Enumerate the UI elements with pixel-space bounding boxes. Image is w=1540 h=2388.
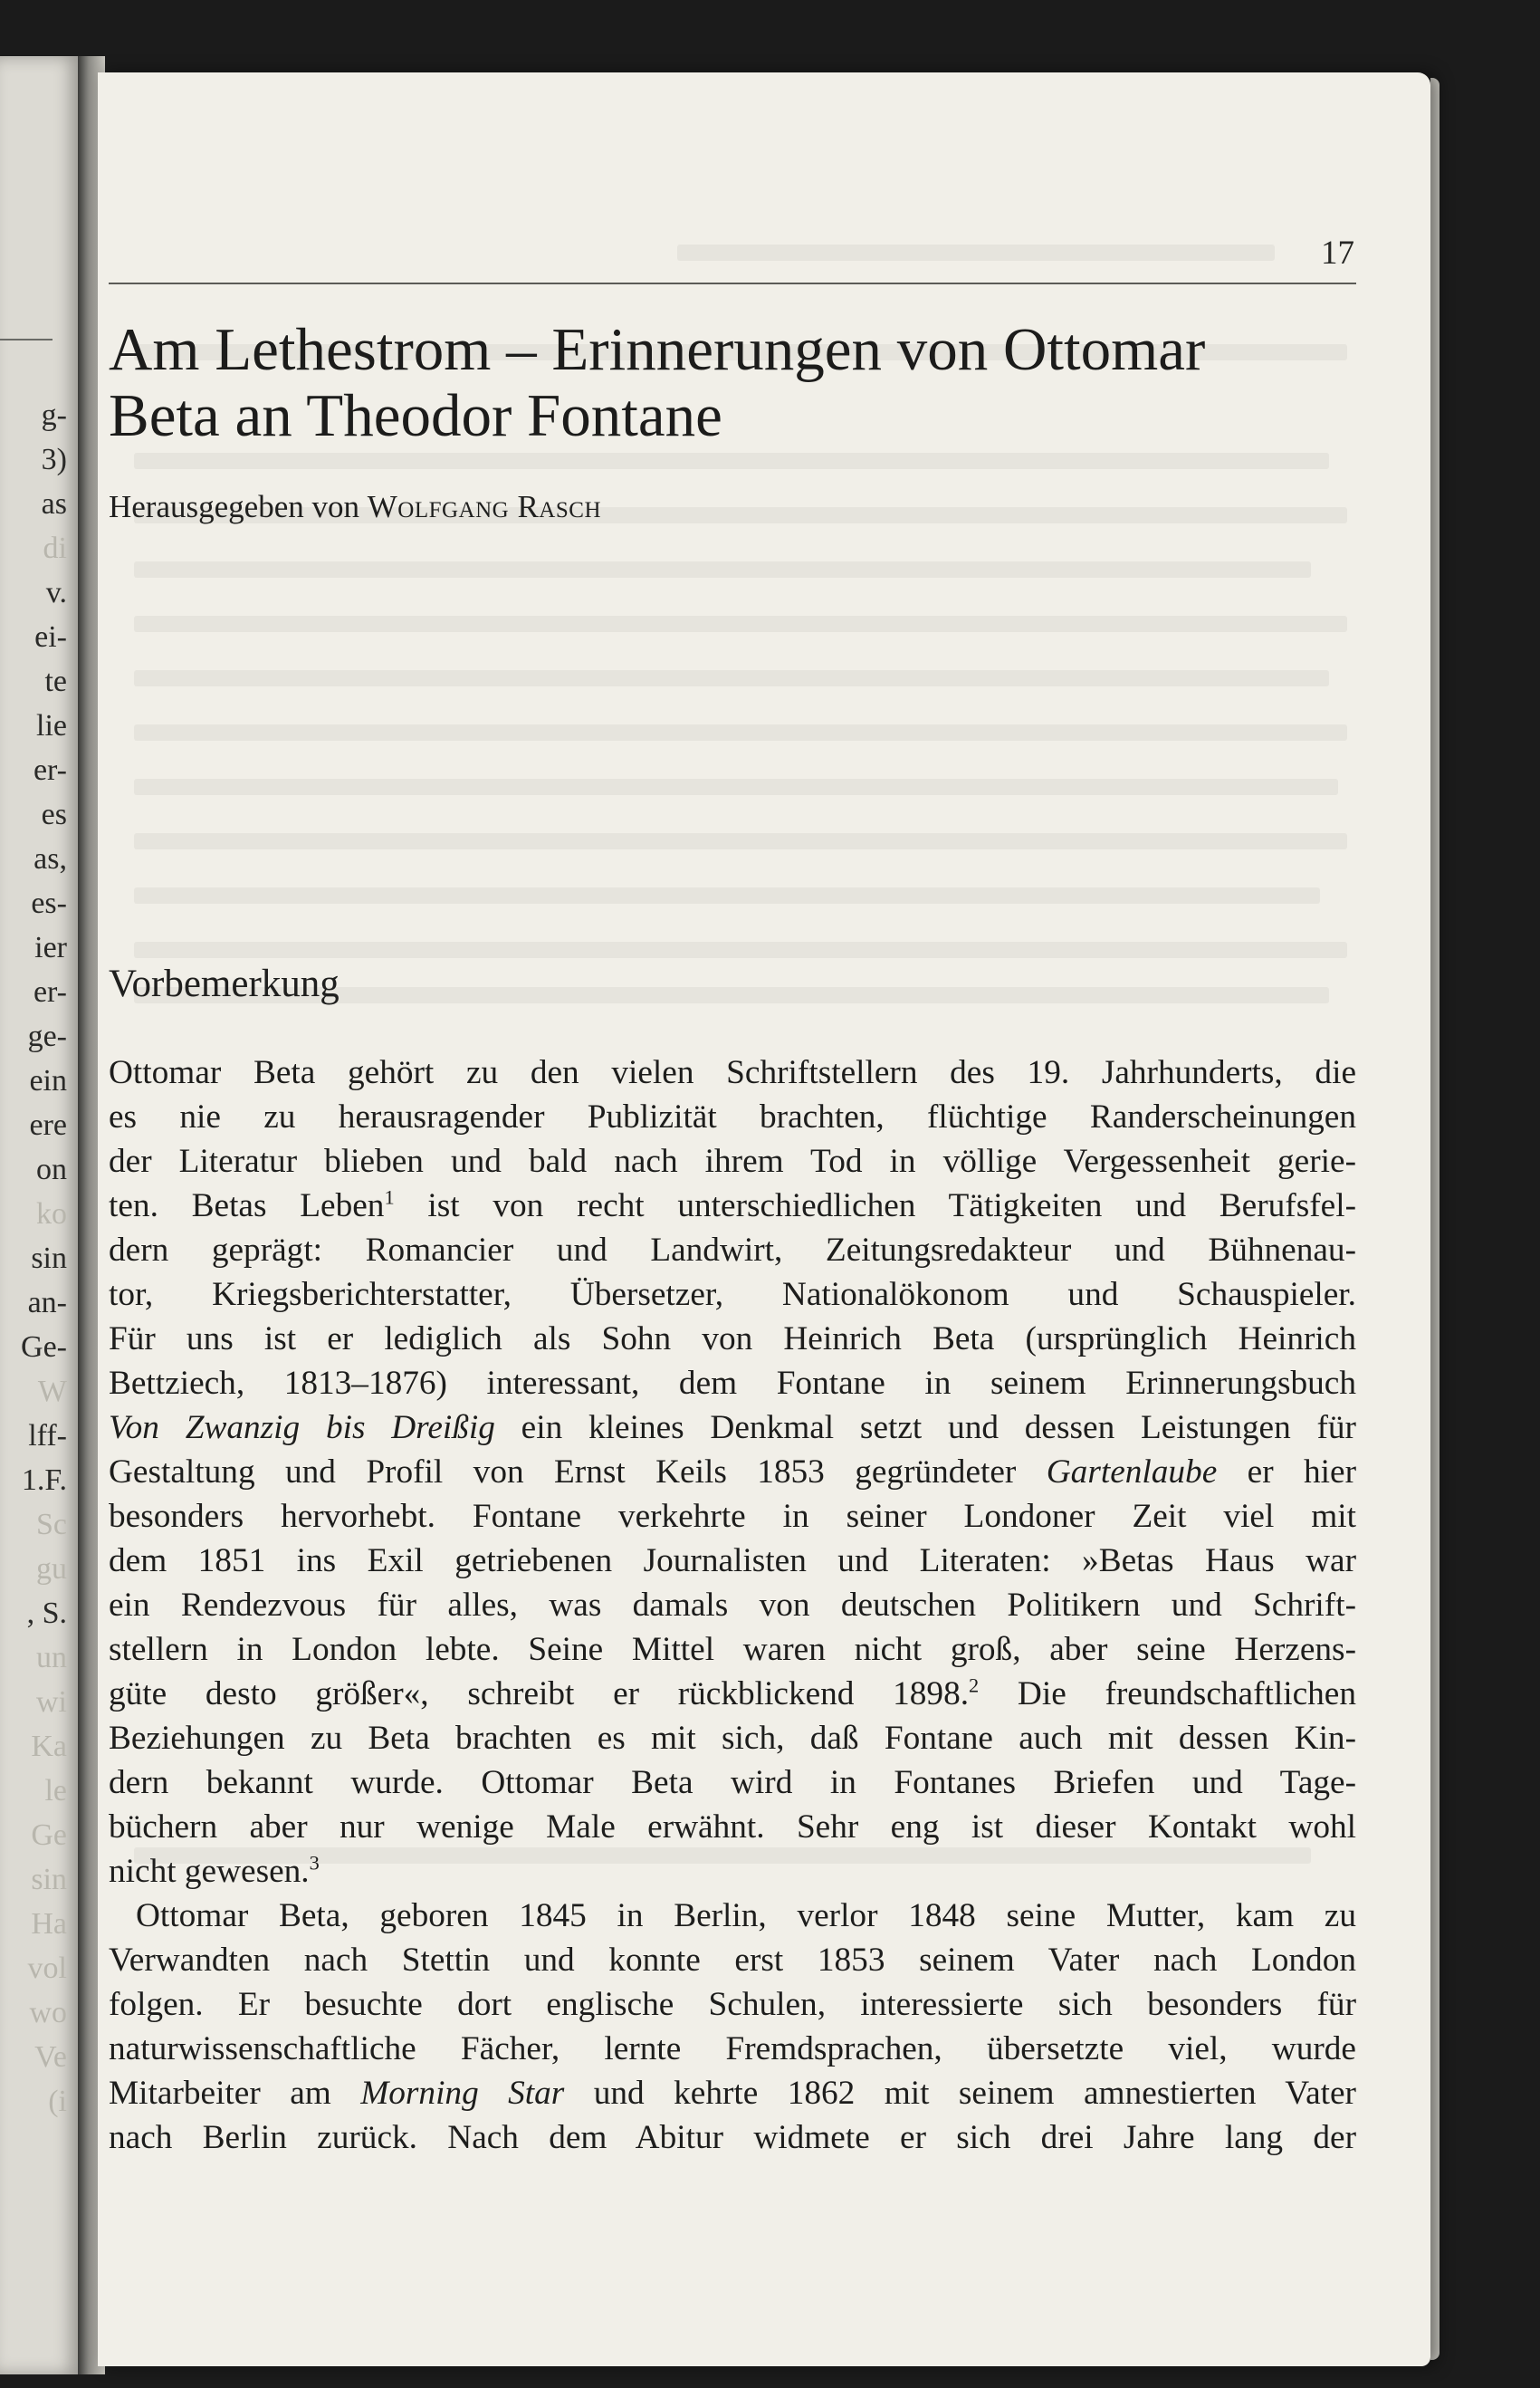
left-fragment: Ge-	[21, 1330, 67, 1364]
text-line: Ottomar Beta gehört zu den vielen Schriftstellern des 19. Jahrhunderts, die	[109, 1054, 1356, 1091]
article-title-line: Am Lethestrom – Erinnerungen von Ottomar	[109, 316, 1206, 383]
body-text	[109, 1050, 1356, 2160]
previous-page-edge	[0, 56, 80, 2374]
left-fragment: sin	[31, 1863, 67, 1896]
left-fragment: as,	[33, 842, 67, 876]
newspaper-title: Morning Star	[360, 2075, 565, 2112]
left-fragment: di	[43, 532, 67, 565]
text-line: nach Berlin zurück. Nach dem Abitur widmete er sich drei Jahre lang der	[109, 2119, 1356, 2156]
text-line: Ottomar Beta, geboren 1845 in Berlin, verlor 1848 seine Mutter, kam zu	[136, 1897, 1356, 1934]
left-fragment: sin	[31, 1242, 67, 1275]
text-line: der Literatur blieben und bald nach ihrem Tod in völlige Vergessenheit gerie-	[109, 1143, 1356, 1180]
text-run: Mitarbeiter am	[109, 2075, 361, 2112]
text-line: dern bekannt wurde. Ottomar Beta wird in Fontanes Briefen und Tage-	[109, 1764, 1356, 1801]
text-line	[109, 1450, 1356, 1494]
text-line: naturwissenschaftliche Fächer, lernte Fremdsprachen, übersetzte viel, wurde	[109, 2030, 1356, 2067]
text-run: ist von recht unterschiedlichen Tätigkeiten und Berufsfel-	[394, 1187, 1356, 1224]
text-run: ten. Betas Leben	[109, 1187, 385, 1224]
left-fragment: g-	[41, 398, 67, 432]
previous-page-header-rule	[0, 339, 53, 340]
page-number: 17	[1321, 235, 1354, 272]
text-line	[109, 1184, 1356, 1228]
left-fragment: (i	[48, 2085, 67, 2118]
left-fragment: 1.F.	[21, 1463, 67, 1497]
text-run: er hier	[1217, 1453, 1357, 1491]
left-fragment: gu	[36, 1552, 67, 1586]
previous-page-text-fragments	[0, 393, 80, 2124]
left-fragment: lie	[36, 709, 67, 743]
left-fragment: 3)	[41, 443, 67, 476]
left-fragment: wo	[29, 1996, 67, 2029]
text-run: güte desto größer«, schreibt er rückblickend 1898.	[109, 1675, 970, 1712]
left-fragment: vol	[27, 1952, 67, 1985]
left-fragment: Ge	[31, 1818, 67, 1852]
editor-name: Wolfgang Rasch	[367, 489, 601, 524]
footnote-ref: 1	[384, 1185, 395, 1209]
text-line: Für uns ist er lediglich als Sohn von Heinrich Beta (ursprünglich Heinrich	[109, 1320, 1356, 1357]
text-line: Bettziech, 1813–1876) interessant, dem Fontane in seinem Erinnerungsbuch	[109, 1365, 1356, 1402]
article-title-line: Beta an Theodor Fontane	[109, 382, 722, 449]
text-line	[109, 1849, 1356, 1894]
left-fragment: on	[36, 1153, 67, 1186]
text-run: Die freundschaftlichen	[979, 1675, 1356, 1712]
left-fragment: Ka	[31, 1730, 67, 1763]
article-title	[109, 317, 1376, 449]
left-fragment: as	[41, 487, 67, 521]
text-line: büchern aber nur wenige Male erwähnt. Sehr eng ist dieser Kontakt wohl	[109, 1808, 1356, 1846]
left-fragment: un	[36, 1641, 67, 1674]
book-page	[98, 72, 1430, 2366]
text-run: nicht gewesen.	[109, 1853, 310, 1890]
left-fragment: er-	[33, 753, 67, 787]
left-fragment: , S.	[26, 1597, 67, 1630]
text-line: dern geprägt: Romancier und Landwirt, Zeitungsredakteur und Bühnenau-	[109, 1232, 1356, 1269]
left-fragment: ei-	[34, 620, 67, 654]
section-heading: Vorbemerkung	[109, 963, 340, 1005]
footnote-ref: 2	[969, 1674, 980, 1697]
left-fragment: es	[41, 798, 67, 831]
running-head-rule	[109, 283, 1356, 284]
text-line: dem 1851 ins Exil getriebenen Journalisten und Literaten: »Betas Haus war	[109, 1542, 1356, 1579]
magazine-title: Gartenlaube	[1046, 1453, 1218, 1491]
left-fragment: Ha	[31, 1907, 67, 1941]
left-fragment: Sc	[36, 1508, 67, 1541]
text-run: ein kleines Denkmal setzt und dessen Leistungen für	[494, 1409, 1356, 1446]
book-title: Von Zwanzig bis Dreißig	[109, 1409, 495, 1446]
editor-credit	[109, 489, 1014, 525]
left-fragment: ier	[34, 931, 67, 964]
left-fragment: lff-	[28, 1419, 67, 1453]
left-fragment: er-	[33, 975, 67, 1009]
left-fragment: ge-	[27, 1020, 67, 1053]
text-line	[109, 2071, 1356, 2115]
text-line: besonders hervorhebt. Fontane verkehrte in seiner Londoner Zeit viel mit	[109, 1498, 1356, 1535]
text-line: ein Rendezvous für alles, was damals von deutschen Politikern und Schrift-	[109, 1587, 1356, 1624]
footnote-ref: 3	[309, 1851, 320, 1875]
editor-prefix: Herausgegeben von	[109, 489, 359, 524]
text-run: Gestaltung und Profil von Ernst Keils 1853 gegründeter	[109, 1453, 1047, 1491]
page-stack-edge	[1430, 78, 1440, 2360]
left-fragment: ko	[36, 1197, 67, 1231]
left-fragment: es-	[31, 887, 67, 920]
left-fragment: te	[44, 665, 67, 698]
text-line	[109, 1405, 1356, 1450]
text-line: Verwandten nach Stettin und konnte erst 1853 seinem Vater nach London	[109, 1942, 1356, 1979]
text-run: und kehrte 1862 mit seinem amnestierten Vater	[564, 2075, 1356, 2112]
left-fragment: an-	[27, 1286, 67, 1319]
left-fragment: W	[37, 1375, 67, 1408]
text-line: Beziehungen zu Beta brachten es mit sich, daß Fontane auch mit dessen Kin-	[109, 1720, 1356, 1757]
text-line: es nie zu herausragender Publizität brachten, flüchtige Randerscheinungen	[109, 1098, 1356, 1136]
left-fragment: wi	[36, 1685, 67, 1719]
text-line: tor, Kriegsberichterstatter, Übersetzer, Nationalökonom und Schauspieler.	[109, 1276, 1356, 1313]
left-fragment: v.	[45, 576, 67, 609]
left-fragment: ein	[29, 1064, 67, 1098]
left-fragment: Ve	[34, 2040, 67, 2074]
text-line	[109, 1672, 1356, 1716]
left-fragment: le	[44, 1774, 67, 1808]
left-fragment: ere	[29, 1108, 67, 1142]
text-line: folgen. Er besuchte dort englische Schulen, interessierte sich besonders für	[109, 1986, 1356, 2023]
text-line: stellern in London lebte. Seine Mittel waren nicht groß, aber seine Herzens-	[109, 1631, 1356, 1668]
